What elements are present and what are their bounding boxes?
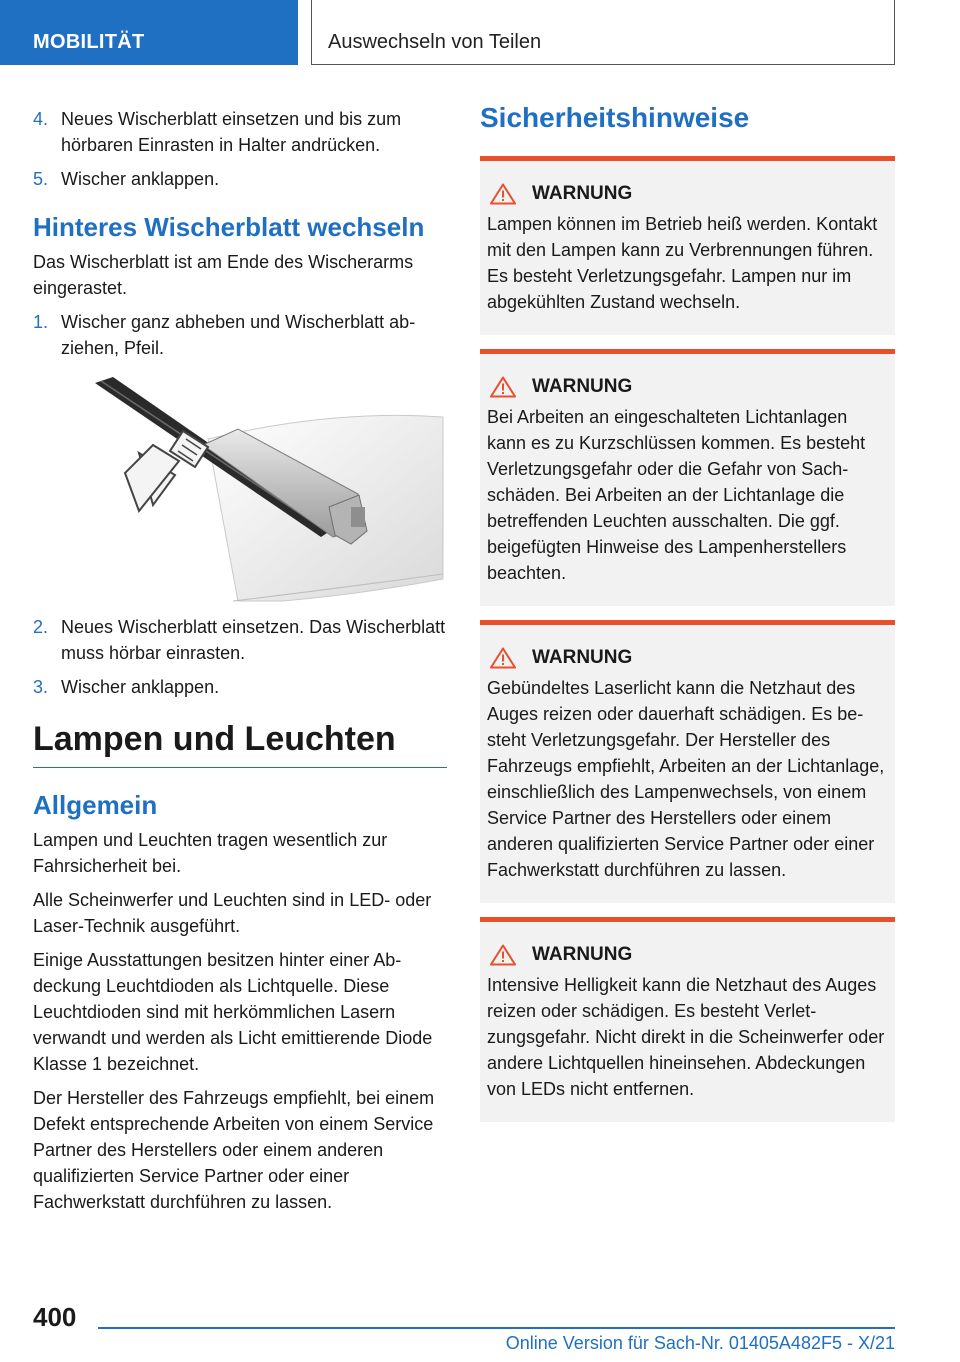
right-column <box>480 102 895 1136</box>
step-text: Wischer ganz abheben und Wischerblatt abziehen, Pfeil. <box>61 312 416 358</box>
warning-box <box>480 620 895 903</box>
left-column <box>33 106 447 1223</box>
paragraph: Lampen und Leuchten tragen wesentlich zur Fahrsicherheit bei. <box>33 830 388 876</box>
section-title: MOBILITÄT <box>33 31 145 53</box>
wiper-illustration <box>33 369 447 604</box>
footer-version-text: Online Version für Sach-Nr. 01405A482F5 - X/21 <box>505 1333 895 1353</box>
rear-wiper-heading: Hinteres Wischerblatt wechseln <box>33 212 425 242</box>
warning-label: WARNUNG <box>532 647 633 668</box>
warning-header <box>487 183 889 205</box>
paragraph: Der Hersteller des Fahrzeugs empfiehlt, bei einem Defekt entsprechende Arbeiten von einem Service Partner des Herstellers oder einem anderen qualifizierten Service Partner oder einer Fachwerkstatt durchführen zu lassen. <box>33 1088 435 1212</box>
rear-wiper-intro: Das Wischerblatt ist am Ende des Wischerarms eingerastet. <box>33 252 414 298</box>
step-item <box>33 106 447 158</box>
page-number: 400 <box>33 1302 77 1332</box>
step-number: 4. <box>33 109 49 129</box>
warning-text: Intensive Helligkeit kann die Netzhaut des Auges reizen oder schädigen. Es besteht Verletzungsgefahr. Nicht direkt in die Scheinwerfer oder andere Lichtquellen hineinsehen. Abdeckungen von LEDs nicht entfernen. <box>487 975 885 1099</box>
wiper-removal-image <box>33 369 447 604</box>
warning-label: WARNUNG <box>532 944 633 965</box>
step-item <box>33 674 447 700</box>
step-text: Wischer anklappen. <box>61 677 220 697</box>
warning-text: Bei Arbeiten an eingeschalteten Lichtanlagen kann es zu Kurzschlüssen kommen. Es besteht Verletzungsgefahr oder die Gefahr von Sachschäden. Bei Arbeiten an der Lichtanlage die betreffenden Leuchten ausschalten. Die ggf. beigefügten Hinweise des Lampenherstellers beachten. <box>487 407 866 583</box>
warning-triangle-icon <box>490 183 516 205</box>
warning-header <box>487 647 889 669</box>
warning-triangle-icon <box>490 647 516 669</box>
step-number: 2. <box>33 617 49 637</box>
step-number: 3. <box>33 677 49 697</box>
safety-heading: Sicherheitshinweise <box>480 102 750 133</box>
footer-divider <box>98 1327 895 1329</box>
paragraph: Einige Ausstattungen besitzen hinter einer Abdeckung Leuchtdioden als Lichtquelle. Diese Leuchtdioden sind mit herkömmlichen Lasern verwandt und werden als Licht emittierende Diode Klasse 1 bezeichnet. <box>33 950 433 1074</box>
warning-header <box>487 376 889 398</box>
step-text: Neues Wischerblatt einsetzen und bis zum hörbaren Einrasten in Halter andrücken. <box>61 109 402 155</box>
general-heading: Allgemein <box>33 790 158 820</box>
warning-label: WARNUNG <box>532 376 633 397</box>
chapter-tab <box>311 0 895 65</box>
step-text: Neues Wischerblatt einsetzen. Das Wischerblatt muss hörbar einrasten. <box>61 617 446 663</box>
step-text: Wischer anklappen. <box>61 169 220 189</box>
warning-header <box>487 944 889 966</box>
warning-triangle-icon <box>490 376 516 398</box>
warning-triangle-icon <box>490 944 516 966</box>
section-tab <box>0 0 298 65</box>
warning-box <box>480 156 895 335</box>
step-number: 5. <box>33 169 49 189</box>
step-item <box>33 309 447 361</box>
lamps-heading: Lampen und Leuchten <box>33 720 447 768</box>
warning-text: Lampen können im Betrieb heiß werden. Kontakt mit den Lampen kann zu Verbrennungen führen. Es besteht Verletzungsgefahr. Lampen nur im abgekühlten Zustand wechseln. <box>487 214 878 312</box>
step-item <box>33 614 447 666</box>
chapter-title: Auswechseln von Teilen <box>328 31 542 53</box>
step-number: 1. <box>33 312 49 332</box>
warning-box <box>480 349 895 606</box>
warning-label: WARNUNG <box>532 183 633 204</box>
warning-box <box>480 917 895 1122</box>
step-item <box>33 166 447 192</box>
paragraph: Alle Scheinwerfer und Leuchten sind in LED- oder Laser-Technik ausgeführt. <box>33 890 432 936</box>
warning-text: Gebündeltes Laserlicht kann die Netzhaut des Auges reizen oder dauerhaft schädigen. Es besteht Verletzungsgefahr. Der Hersteller des Fahrzeugs empfiehlt, Arbeiten an der Lichtanlage, einschließlich des Lampenwechsels, von einem Service Partner des Herstellers oder einem anderen qualifizierten Service Partner oder einer Fachwerkstatt durchführen zu lassen. <box>487 678 885 880</box>
